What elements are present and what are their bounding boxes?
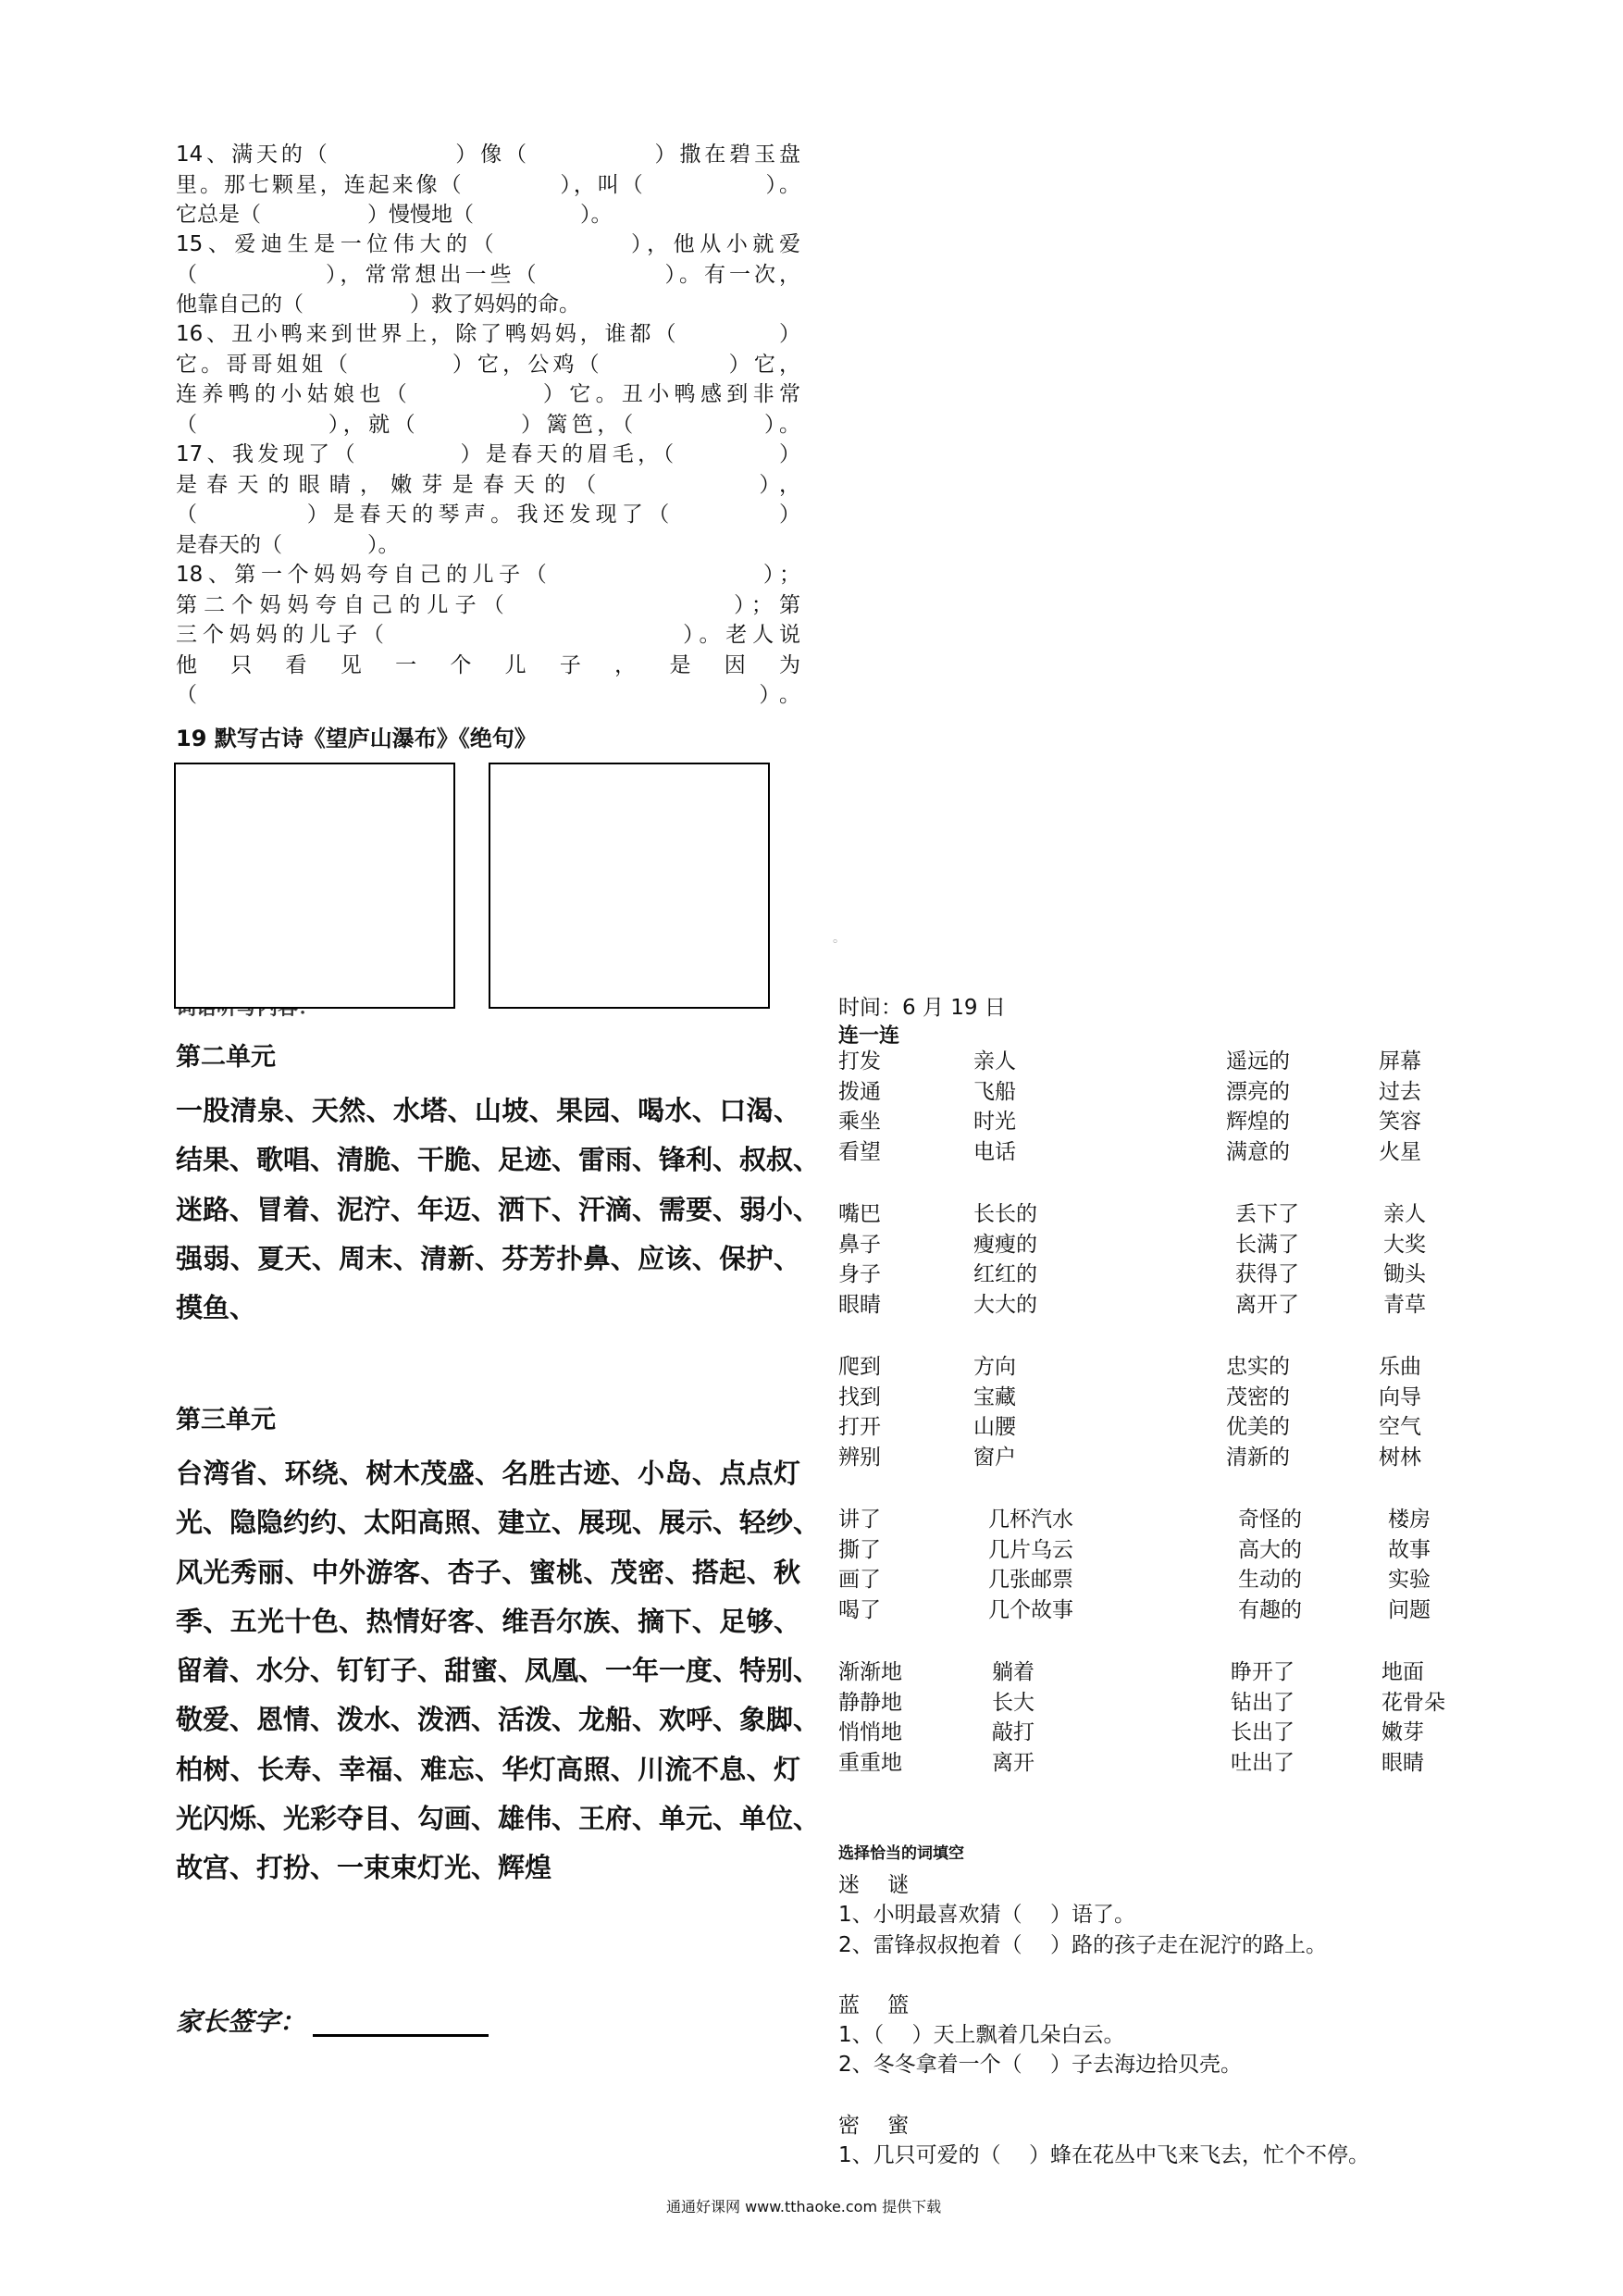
match-word[interactable]: 向导: [1379, 1384, 1421, 1409]
match-word[interactable]: 方向: [973, 1355, 1016, 1379]
fill-title: 选择恰当的词填空: [838, 1844, 964, 1863]
match-word[interactable]: 青草: [1383, 1293, 1426, 1318]
word-pair: 密 蜜: [838, 2114, 910, 2138]
match-col: [973, 1352, 1016, 1473]
match-col: [838, 1047, 881, 1168]
match-word[interactable]: 几杯汽水: [988, 1508, 1073, 1532]
match-word[interactable]: 屏幕: [1379, 1049, 1421, 1074]
match-word[interactable]: 奇怪的: [1238, 1508, 1302, 1532]
question-19-title: 19 默写古诗《望庐山瀑布》《绝句》: [176, 726, 537, 751]
match-word[interactable]: 满意的: [1226, 1140, 1290, 1165]
match-word[interactable]: 几张邮票: [988, 1568, 1073, 1593]
match-word[interactable]: 锄头: [1383, 1262, 1426, 1287]
fill-item[interactable]: 1、小明最喜欢猜（ ）语了。: [838, 1903, 1135, 1927]
question-16: [176, 319, 800, 440]
question-line: 连养鸭的小姑娘也（ ）它。丑小鸭感到非常: [176, 382, 800, 406]
match-col: [838, 1199, 881, 1321]
question-line: （ ），常常想出一些（ ）。有一次，: [176, 262, 800, 287]
match-word[interactable]: 飞船: [973, 1079, 1016, 1104]
poem-box-2[interactable]: [489, 763, 770, 1009]
match-word[interactable]: 遥远的: [1226, 1049, 1290, 1074]
question-line: （ ）是春天的琴声。我还发现了（ ）: [176, 503, 800, 527]
question-14: [176, 140, 800, 230]
match-word[interactable]: 山腰: [973, 1415, 1016, 1440]
match-word[interactable]: 离开了: [1235, 1293, 1299, 1318]
question-line: 14、满天的（ ）像（ ）撒在碧玉盘: [176, 143, 800, 167]
vocab-line: 结果、歌唱、清脆、干脆、足迹、雷雨、锋利、叔叔、: [176, 1144, 821, 1176]
match-word[interactable]: 长满了: [1235, 1232, 1299, 1257]
match-word[interactable]: 长大: [992, 1690, 1035, 1715]
question-line: 他 只 看 见 一 个 儿 子 ， 是 因 为: [176, 652, 800, 677]
question-line: 里。那七颗星，连起来像（ ），叫（ ）。: [176, 172, 800, 197]
match-word[interactable]: 打开: [838, 1415, 881, 1440]
vocab-line: 光、隐隐约约、太阳高照、建立、展现、展示、轻纱、: [176, 1507, 821, 1539]
word-pair: 蓝 篮: [838, 1993, 910, 2017]
stray-dot: 。: [833, 931, 846, 946]
poem-box-1[interactable]: [174, 763, 455, 1009]
question-17: [176, 440, 800, 560]
question-line: （ ），就（ ）篱笆，（ ）。: [176, 412, 800, 437]
match-word[interactable]: 长长的: [973, 1202, 1037, 1226]
question-line: 15、爱迪生是一位伟大的（ ），他从小就爱: [176, 232, 800, 256]
match-word[interactable]: 时光: [973, 1110, 1016, 1135]
match-word[interactable]: 漂亮的: [1226, 1079, 1290, 1104]
match-word[interactable]: 树林: [1379, 1446, 1421, 1471]
vocab-line: 柏树、长寿、幸福、难忘、华灯高照、川流不息、灯: [176, 1753, 800, 1785]
footer-credit: 通通好课网 www.tthaoke.com 提供下载: [666, 2198, 942, 2215]
match-word[interactable]: 花骨朵: [1381, 1690, 1445, 1715]
match-word[interactable]: 身子: [838, 1262, 881, 1287]
question-line: 第二个妈妈夸自己的儿子（ ）；第: [176, 592, 800, 617]
match-word[interactable]: 生动的: [1238, 1568, 1302, 1593]
question-18: [176, 560, 800, 711]
match-word[interactable]: 吐出了: [1231, 1751, 1295, 1776]
question-line: 是春天的眼睛，嫩芽是春天的（ ），: [176, 472, 800, 497]
match-word[interactable]: 嫩芽: [1381, 1720, 1424, 1745]
match-title: 连一连: [838, 1024, 900, 1048]
match-word[interactable]: 喝了: [838, 1598, 881, 1623]
match-word[interactable]: 长出了: [1231, 1720, 1295, 1745]
match-word[interactable]: 电话: [973, 1140, 1016, 1165]
match-word[interactable]: 大奖: [1383, 1232, 1426, 1257]
word-pair: 迷 谜: [838, 1873, 910, 1897]
vocab-line: 强弱、夏天、周末、清新、芬芳扑鼻、应该、保护、: [176, 1242, 800, 1274]
match-word[interactable]: 辨别: [838, 1446, 881, 1471]
match-word[interactable]: 大大的: [973, 1293, 1037, 1318]
question-line: 它。哥哥姐姐（ ）它，公鸡（ ）它，: [176, 352, 800, 377]
question-line: 18、第一个妈妈夸自己的儿子（ ）；: [176, 563, 800, 587]
match-col: [973, 1047, 1016, 1168]
match-word[interactable]: 重重地: [838, 1751, 902, 1776]
parent-signature-line[interactable]: [313, 2034, 489, 2037]
match-word[interactable]: 打发: [838, 1049, 881, 1074]
vocab-line: 故宫、打扮、一束束灯光、辉煌: [176, 1852, 552, 1884]
match-word[interactable]: 过去: [1379, 1079, 1421, 1104]
fill-item[interactable]: 2、雷锋叔叔抱着（ ）路的孩子走在泥泞的路上。: [838, 1933, 1327, 1957]
match-word[interactable]: 几片乌云: [988, 1537, 1073, 1562]
match-col: [1231, 1657, 1295, 1779]
vocab-line: 台湾省、环绕、树木茂盛、名胜古迹、小岛、点点灯: [176, 1458, 800, 1489]
match-word[interactable]: 嘴巴: [838, 1202, 881, 1226]
match-word[interactable]: 清新的: [1226, 1446, 1290, 1471]
match-word[interactable]: 火星: [1379, 1140, 1421, 1165]
match-col: [1383, 1199, 1426, 1321]
fill-item[interactable]: 2、冬冬拿着一个（ ）子去海边拾贝壳。: [838, 2053, 1242, 2077]
parent-signature-label: 家长签字：: [176, 2006, 306, 2037]
vocab-line: 光闪烁、光彩夺目、勾画、雄伟、王府、单元、单位、: [176, 1803, 821, 1835]
question-line: 它总是（ ）慢慢地（ ）。: [176, 203, 613, 227]
unit3-vocab: [176, 1449, 821, 1893]
match-word[interactable]: 地面: [1381, 1660, 1424, 1684]
unit2-title: 第二单元: [176, 1043, 276, 1072]
question-line: 17、我发现了（ ）是春天的眉毛，（ ）: [176, 442, 800, 466]
match-word[interactable]: 睁开了: [1231, 1660, 1295, 1684]
match-word[interactable]: 楼房: [1388, 1508, 1431, 1532]
vocab-line: 留着、水分、钉钉子、甜蜜、凤凰、一年一度、特别、: [176, 1655, 821, 1687]
match-col: [838, 1505, 881, 1626]
match-word[interactable]: 撕了: [838, 1537, 881, 1562]
question-line: 是春天的（ ）。: [176, 532, 400, 557]
match-word[interactable]: 看望: [838, 1140, 881, 1165]
match-word[interactable]: 红红的: [973, 1262, 1037, 1287]
match-word[interactable]: 宝藏: [973, 1384, 1016, 1409]
match-col: [1388, 1505, 1431, 1626]
match-word[interactable]: 拨通: [838, 1079, 881, 1104]
match-col: [838, 1657, 902, 1779]
question-15: [176, 230, 800, 320]
match-col: [1226, 1352, 1290, 1473]
match-word[interactable]: 讲了: [838, 1508, 881, 1532]
fill-item[interactable]: 1、几只可爱的（ ）蜂在花丛中飞来飞去，忙个不停。: [838, 2143, 1369, 2167]
unit2-vocab: [176, 1086, 821, 1333]
match-col: [1226, 1047, 1290, 1168]
match-word[interactable]: 获得了: [1235, 1262, 1299, 1287]
match-word[interactable]: 窗户: [973, 1446, 1016, 1471]
vocab-line: 摸鱼、: [176, 1292, 257, 1324]
question-line: （ ）。: [176, 683, 800, 707]
match-word[interactable]: 丢下了: [1235, 1202, 1299, 1226]
match-word[interactable]: 辉煌的: [1226, 1110, 1290, 1135]
question-line: 他靠自己的（ ）救了妈妈的命。: [176, 292, 580, 316]
question-line: 三个妈妈的儿子（ ）。老人说: [176, 623, 800, 647]
match-col: [838, 1352, 881, 1473]
match-word[interactable]: 乘坐: [838, 1110, 881, 1135]
match-word[interactable]: 钻出了: [1231, 1690, 1295, 1715]
match-word[interactable]: 躺着: [992, 1660, 1035, 1684]
match-word[interactable]: 亲人: [973, 1049, 1016, 1074]
match-col: [988, 1505, 1073, 1626]
vocab-line: 一股清泉、天然、水塔、山坡、果园、喝水、口渴、: [176, 1095, 800, 1126]
match-col: [973, 1199, 1037, 1321]
match-word[interactable]: 空气: [1379, 1415, 1421, 1440]
match-word[interactable]: 鼻子: [838, 1232, 881, 1257]
match-word[interactable]: 眼睛: [838, 1293, 881, 1318]
match-word[interactable]: 悄悄地: [838, 1720, 902, 1745]
match-word[interactable]: 眼睛: [1381, 1751, 1424, 1776]
match-word[interactable]: 乐曲: [1379, 1355, 1421, 1379]
match-word[interactable]: 高大的: [1238, 1537, 1302, 1562]
match-word[interactable]: 实验: [1388, 1568, 1431, 1593]
match-col: [1379, 1047, 1421, 1168]
match-word[interactable]: 敲打: [992, 1720, 1035, 1745]
match-word[interactable]: 有趣的: [1238, 1598, 1302, 1623]
match-col: [992, 1657, 1035, 1779]
match-word[interactable]: 静静地: [838, 1690, 902, 1715]
match-word[interactable]: 茂密的: [1226, 1384, 1290, 1409]
match-word[interactable]: 亲人: [1383, 1202, 1426, 1226]
match-word[interactable]: 找到: [838, 1384, 881, 1409]
fill-item[interactable]: 1、（ ）天上飘着几朵白云。: [838, 2023, 1125, 2047]
match-word[interactable]: 渐渐地: [838, 1660, 902, 1684]
match-word[interactable]: 几个故事: [988, 1598, 1073, 1623]
match-word[interactable]: 问题: [1388, 1598, 1431, 1623]
match-col: [1381, 1657, 1445, 1779]
match-word[interactable]: 爬到: [838, 1355, 881, 1379]
match-col: [1238, 1505, 1302, 1626]
match-word[interactable]: 忠实的: [1226, 1355, 1290, 1379]
match-word[interactable]: 故事: [1388, 1537, 1431, 1562]
unit3-title: 第三单元: [176, 1406, 276, 1434]
match-col: [1235, 1199, 1299, 1321]
vocab-line: 风光秀丽、中外游客、杏子、蜜桃、茂密、搭起、秋: [176, 1556, 800, 1588]
date-text: 时间：6 月 19 日: [838, 996, 1006, 1020]
match-word[interactable]: 离开: [992, 1751, 1035, 1776]
question-line: 16、丑小鸭来到世界上，除了鸭妈妈，谁都（ ）: [176, 322, 800, 346]
vocab-line: 敬爱、恩情、泼水、泼洒、活泼、龙船、欢呼、象脚、: [176, 1704, 821, 1736]
match-word[interactable]: 优美的: [1226, 1415, 1290, 1440]
vocab-line: 迷路、冒着、泥泞、年迈、洒下、汗滴、需要、弱小、: [176, 1193, 821, 1225]
vocab-line: 季、五光十色、热情好客、维吾尔族、摘下、足够、: [176, 1605, 800, 1637]
match-word[interactable]: 笑容: [1379, 1110, 1421, 1135]
match-word[interactable]: 画了: [838, 1568, 881, 1593]
match-col: [1379, 1352, 1421, 1473]
match-word[interactable]: 瘦瘦的: [973, 1232, 1037, 1257]
